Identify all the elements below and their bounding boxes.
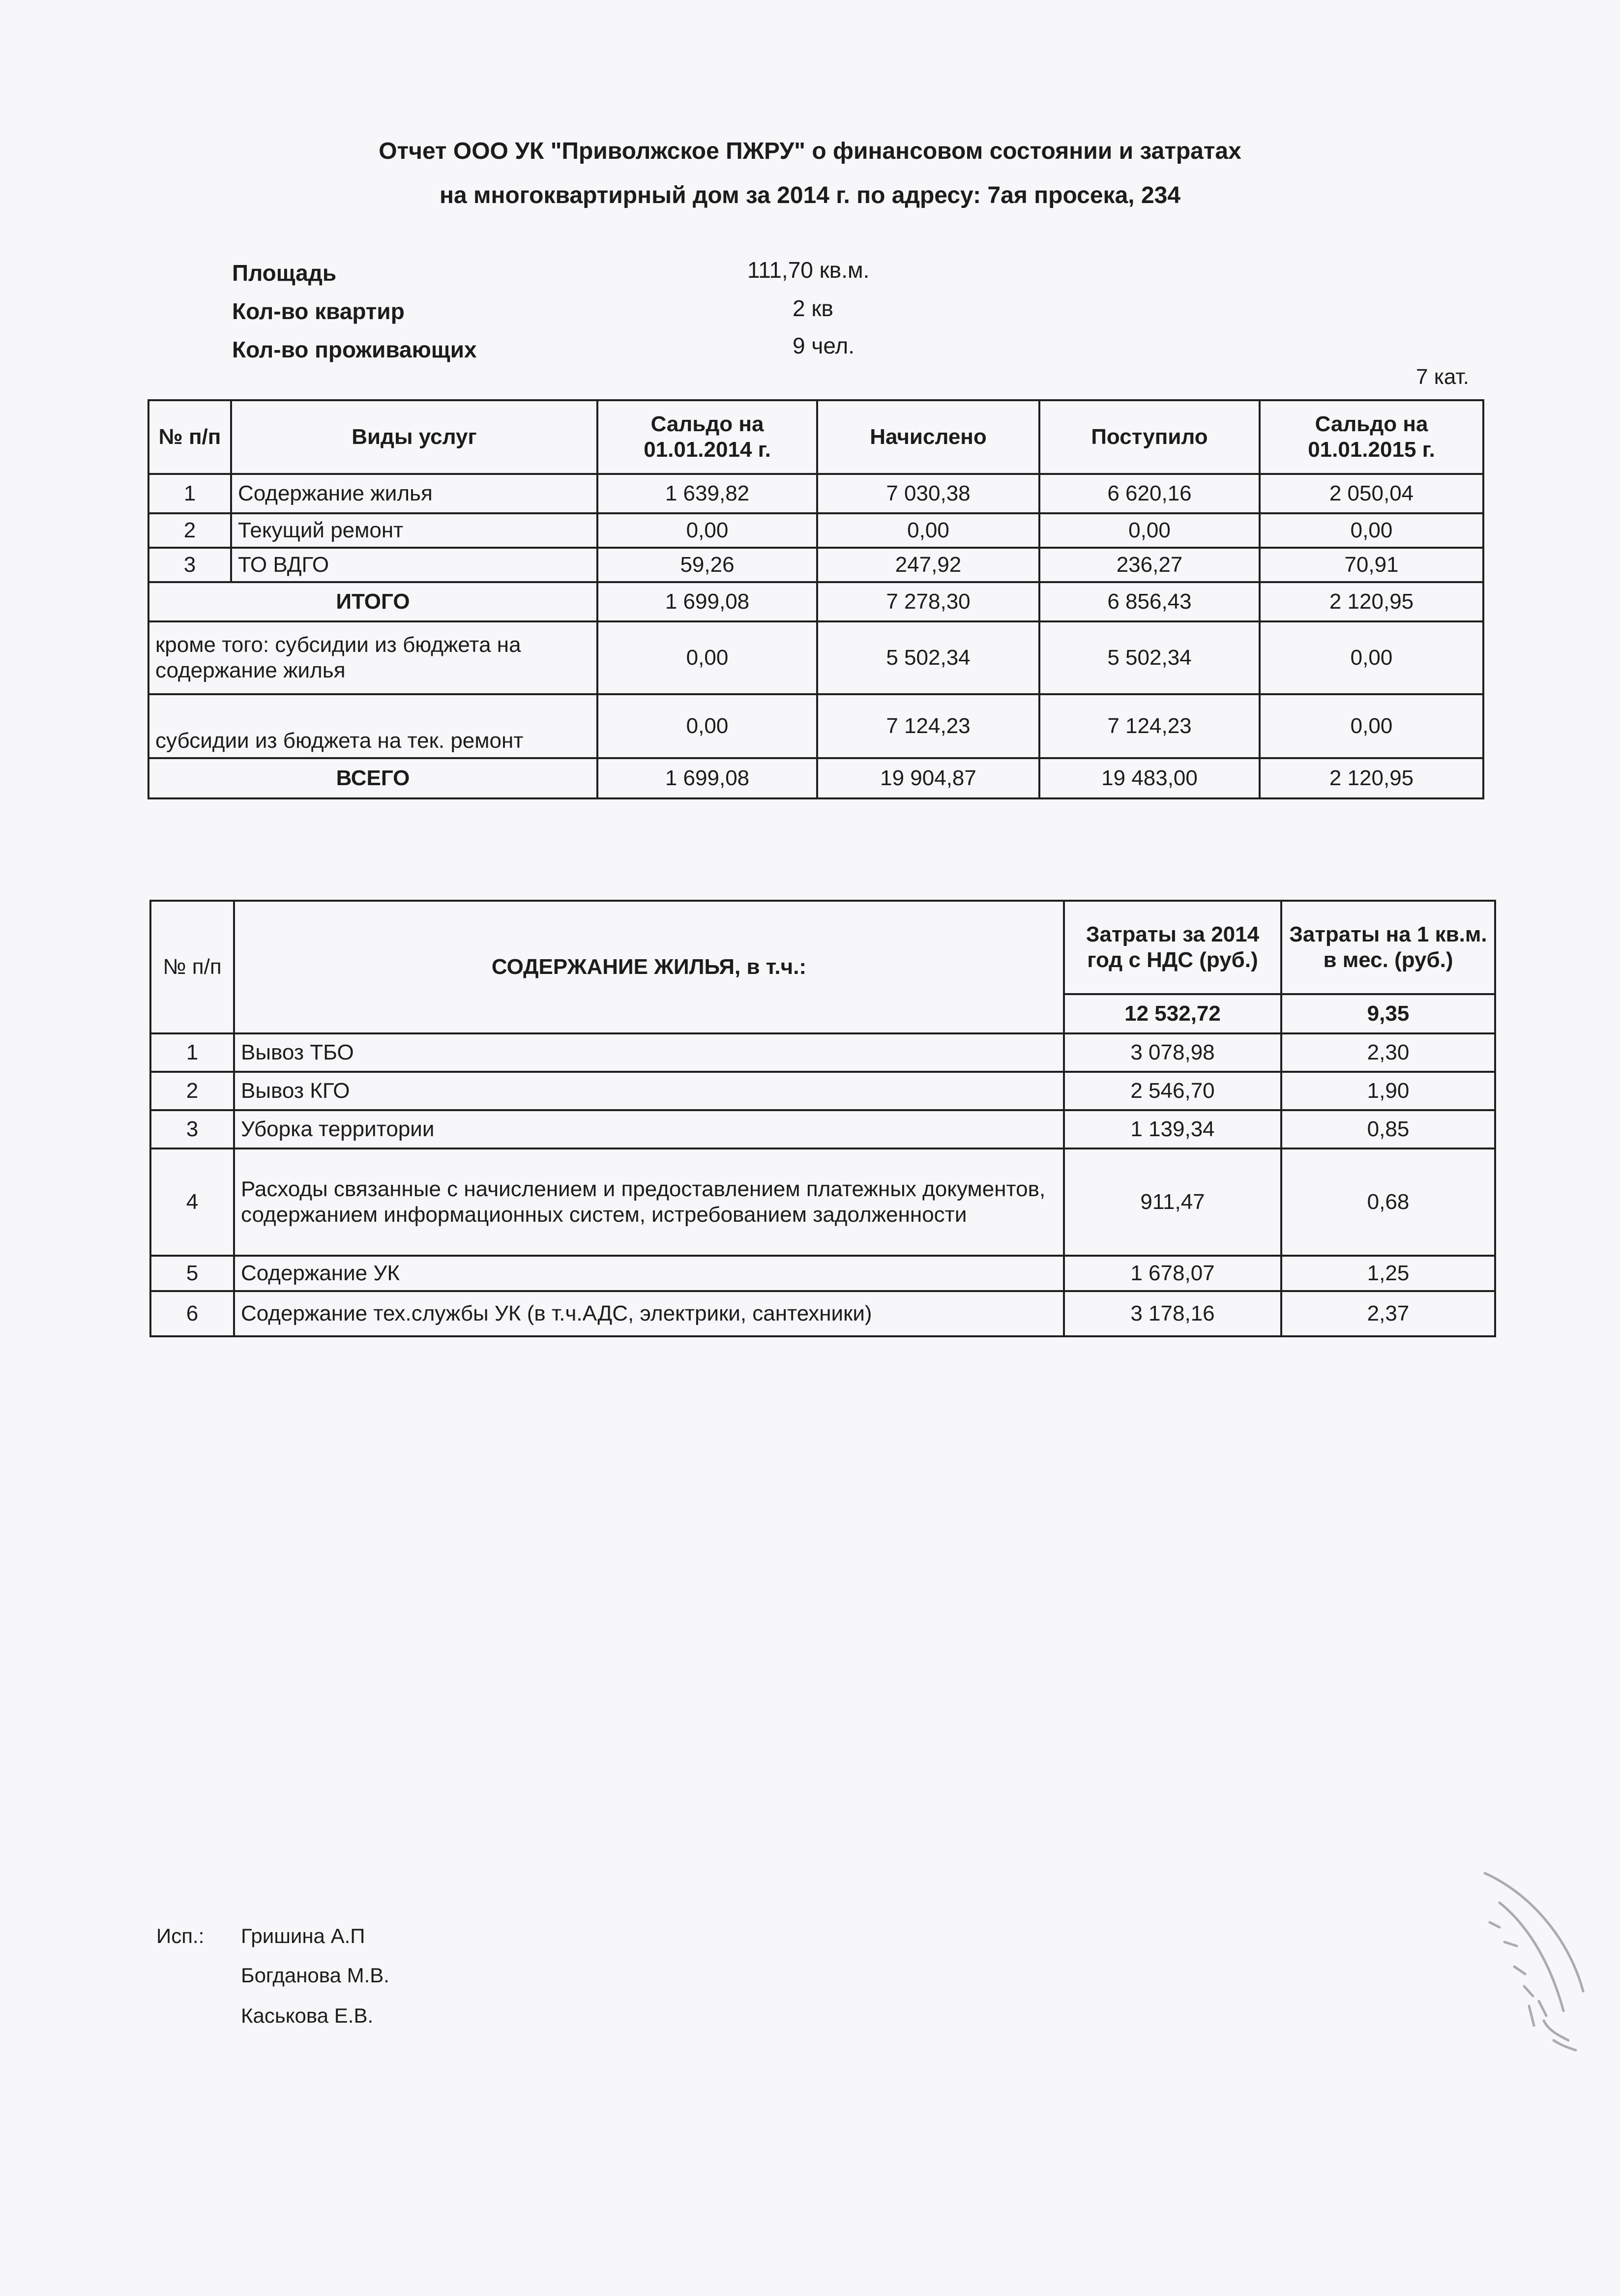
cost-per-m2: 1,25 bbox=[1281, 1256, 1495, 1291]
subsidy-repair-label: субсидии из бюджета на тек. ремонт bbox=[148, 694, 597, 758]
subsidy-repair-received: 7 124,23 bbox=[1039, 694, 1260, 758]
vsego-balance-2014: 1 699,08 bbox=[597, 758, 817, 798]
balance-2015: 2 050,04 bbox=[1260, 474, 1483, 513]
vsego-label: ВСЕГО bbox=[148, 758, 597, 798]
row-number: 1 bbox=[148, 474, 231, 513]
cost-item-name: Вывоз КГО bbox=[234, 1072, 1064, 1110]
balance-2014: 59,26 bbox=[597, 548, 817, 582]
total-year-cost: 12 532,72 bbox=[1064, 994, 1281, 1033]
vsego-received: 19 483,00 bbox=[1039, 758, 1260, 798]
col-header-received: Поступило bbox=[1039, 400, 1260, 474]
row-number: 3 bbox=[150, 1110, 234, 1148]
info-label-apartments: Кол-во квартир bbox=[232, 298, 405, 324]
year-cost: 3 078,98 bbox=[1064, 1033, 1281, 1072]
row-number: 1 bbox=[150, 1033, 234, 1072]
col-header-maintenance: СОДЕРЖАНИЕ ЖИЛЬЯ, в т.ч.: bbox=[234, 901, 1064, 1033]
service-name: Содержание жилья bbox=[231, 474, 597, 513]
info-value-apartments: 2 кв bbox=[793, 295, 833, 321]
service-name: Текущий ремонт bbox=[231, 513, 597, 548]
cost-item-name: Содержание тех.службы УК (в т.ч.АДС, электрики, сантехники) bbox=[234, 1291, 1064, 1336]
cost-item-name: Вывоз ТБО bbox=[234, 1033, 1064, 1072]
table-row bbox=[150, 1291, 1495, 1336]
report-title-line-1: Отчет ООО УК "Приволжское ПЖРУ" о финансовом состоянии и затратах bbox=[379, 138, 1241, 164]
accrued: 247,92 bbox=[817, 548, 1039, 582]
balance-2015: 70,91 bbox=[1260, 548, 1483, 582]
row-number: 4 bbox=[150, 1148, 234, 1256]
table-row bbox=[150, 1256, 1495, 1291]
subsidy-maintenance-balance-2015: 0,00 bbox=[1260, 621, 1483, 694]
row-number: 2 bbox=[150, 1072, 234, 1110]
balance-2014: 1 639,82 bbox=[597, 474, 817, 513]
subsidy-maintenance-balance-2014: 0,00 bbox=[597, 621, 817, 694]
vsego-row bbox=[148, 758, 1483, 798]
col-header-year-costs: Затраты за 2014 год с НДС (руб.) bbox=[1064, 901, 1281, 994]
row-number: 6 bbox=[150, 1291, 234, 1336]
accrued: 0,00 bbox=[817, 513, 1039, 548]
row-number: 2 bbox=[148, 513, 231, 548]
table-row bbox=[150, 1148, 1495, 1256]
vsego-accrued: 19 904,87 bbox=[817, 758, 1039, 798]
total-cost-per-m2: 9,35 bbox=[1281, 994, 1495, 1033]
col-header-accrued: Начислено bbox=[817, 400, 1039, 474]
itogo-row bbox=[148, 582, 1483, 621]
accrued: 7 030,38 bbox=[817, 474, 1039, 513]
info-value-residents: 9 чел. bbox=[793, 333, 855, 358]
balance-2015: 0,00 bbox=[1260, 513, 1483, 548]
finance-table bbox=[147, 399, 1484, 799]
year-cost: 1 139,34 bbox=[1064, 1110, 1281, 1148]
year-cost: 911,47 bbox=[1064, 1148, 1281, 1256]
year-cost: 2 546,70 bbox=[1064, 1072, 1281, 1110]
table-row bbox=[148, 474, 1483, 513]
year-cost: 3 178,16 bbox=[1064, 1291, 1281, 1336]
subsidy-maintenance-received: 5 502,34 bbox=[1039, 621, 1260, 694]
cost-per-m2: 2,37 bbox=[1281, 1291, 1495, 1336]
executor-label: Исп.: bbox=[156, 1924, 205, 1947]
cost-per-m2: 0,85 bbox=[1281, 1110, 1495, 1148]
cost-item-name: Уборка территории bbox=[234, 1110, 1064, 1148]
executor-name-3: Каськова Е.В. bbox=[241, 2004, 374, 2027]
received: 236,27 bbox=[1039, 548, 1260, 582]
cost-per-m2: 2,30 bbox=[1281, 1033, 1495, 1072]
maintenance-cost-table bbox=[149, 900, 1496, 1337]
year-cost: 1 678,07 bbox=[1064, 1256, 1281, 1291]
subsidy-maintenance-row bbox=[148, 621, 1483, 694]
itogo-accrued: 7 278,30 bbox=[817, 582, 1039, 621]
report-title-line-2: на многоквартирный дом за 2014 г. по адресу: 7ая просека, 234 bbox=[439, 182, 1181, 208]
col-header-number: № п/п bbox=[148, 400, 231, 474]
subsidy-repair-balance-2014: 0,00 bbox=[597, 694, 817, 758]
itogo-received: 6 856,43 bbox=[1039, 582, 1260, 621]
table-row bbox=[148, 548, 1483, 582]
cost-per-m2: 1,90 bbox=[1281, 1072, 1495, 1110]
subsidy-repair-row bbox=[148, 694, 1483, 758]
col-header-balance-2015: Сальдо на 01.01.2015 г. bbox=[1260, 400, 1483, 474]
received: 6 620,16 bbox=[1039, 474, 1260, 513]
row-number: 5 bbox=[150, 1256, 234, 1291]
info-label-residents: Кол-во проживающих bbox=[232, 337, 477, 362]
cost-item-name: Содержание УК bbox=[234, 1256, 1064, 1291]
executor-name-1: Гришина А.П bbox=[241, 1924, 365, 1947]
info-label-area: Площадь bbox=[232, 260, 337, 286]
subsidy-maintenance-label: кроме того: субсидии из бюджета на содержание жилья bbox=[148, 621, 597, 694]
finance-header-row bbox=[148, 400, 1483, 474]
cost-item-name: Расходы связанные с начислением и предоставлением платежных документов, содержанием информационных систем, истребованием задолженности bbox=[234, 1148, 1064, 1256]
cost-per-m2: 0,68 bbox=[1281, 1148, 1495, 1256]
vsego-balance-2015: 2 120,95 bbox=[1260, 758, 1483, 798]
itogo-balance-2014: 1 699,08 bbox=[597, 582, 817, 621]
balance-2014: 0,00 bbox=[597, 513, 817, 548]
info-value-area: 111,70 кв.м. bbox=[747, 257, 870, 283]
maintenance-header-row bbox=[150, 901, 1495, 994]
table-row bbox=[148, 513, 1483, 548]
table-row bbox=[150, 1110, 1495, 1148]
table-row bbox=[150, 1033, 1495, 1072]
service-name: ТО ВДГО bbox=[231, 548, 597, 582]
subsidy-maintenance-accrued: 5 502,34 bbox=[817, 621, 1039, 694]
col-header-number: № п/п bbox=[150, 901, 234, 1033]
executor-name-2: Богданова М.В. bbox=[241, 1964, 389, 1987]
col-header-cost-per-m2: Затраты на 1 кв.м. в мес. (руб.) bbox=[1281, 901, 1495, 994]
subsidy-repair-balance-2015: 0,00 bbox=[1260, 694, 1483, 758]
table-row bbox=[150, 1072, 1495, 1110]
itogo-balance-2015: 2 120,95 bbox=[1260, 582, 1483, 621]
col-header-services: Виды услуг bbox=[231, 400, 597, 474]
itogo-label: ИТОГО bbox=[148, 582, 597, 621]
received: 0,00 bbox=[1039, 513, 1260, 548]
category-label: 7 кат. bbox=[1416, 365, 1469, 389]
col-header-balance-2014: Сальдо на 01.01.2014 г. bbox=[597, 400, 817, 474]
subsidy-repair-accrued: 7 124,23 bbox=[817, 694, 1039, 758]
stamp-fragment-icon bbox=[1470, 1863, 1603, 2070]
row-number: 3 bbox=[148, 548, 231, 582]
